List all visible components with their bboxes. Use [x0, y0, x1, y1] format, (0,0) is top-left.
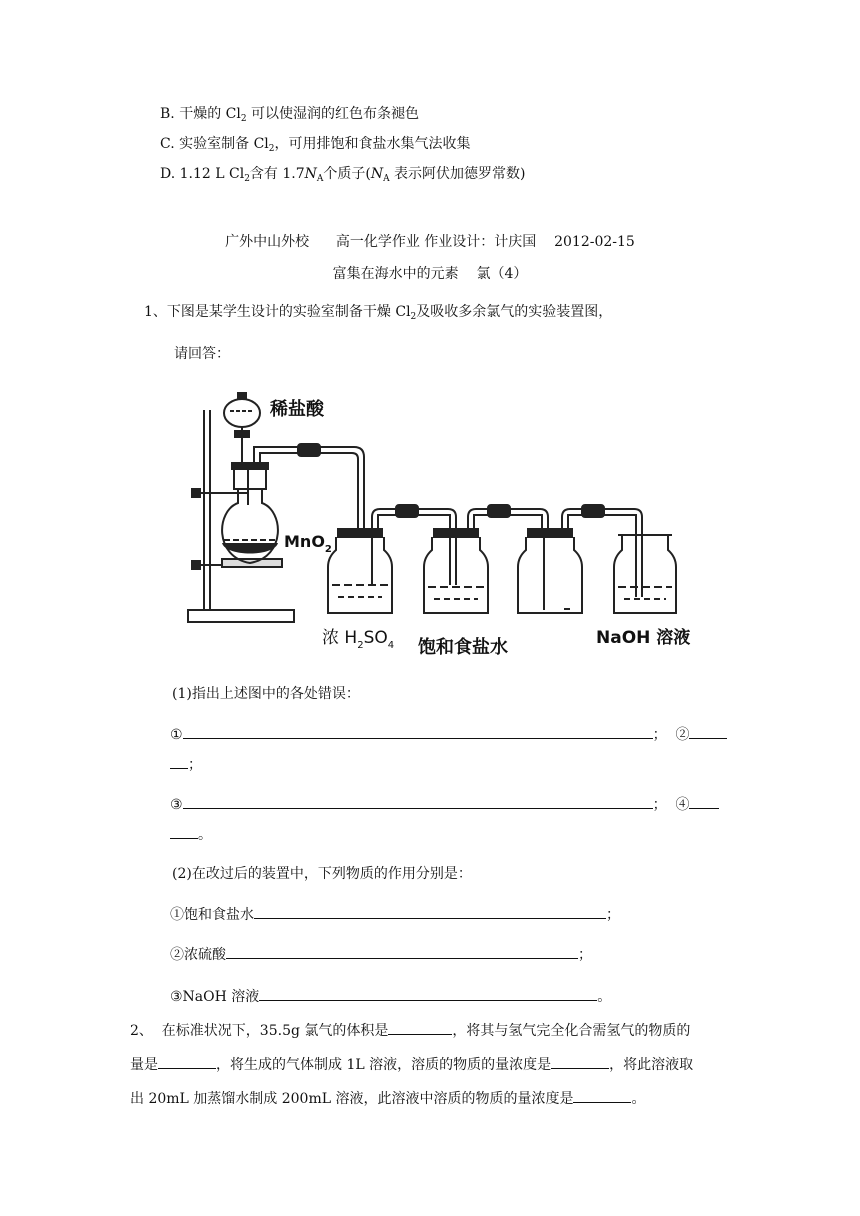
answer-concentration-1[interactable]	[551, 1054, 609, 1069]
answer-concentration-2[interactable]	[573, 1088, 631, 1103]
answer-blank-2a[interactable]	[689, 724, 727, 739]
label-mno2: MnO$_2$	[284, 532, 332, 555]
answer-blank-4a[interactable]	[689, 794, 719, 809]
q1-item-naoh: ③NaOH 溶液 。	[170, 986, 611, 1007]
separatory-funnel	[224, 399, 260, 427]
answer-brine-role[interactable]	[254, 904, 606, 919]
answer-h2-moles[interactable]	[158, 1054, 216, 1069]
label-brine: 饱和食盐水	[418, 637, 508, 658]
answer-naoh-role[interactable]	[259, 986, 597, 1001]
section-title: 富集在海水中的元素 氯（4）	[332, 266, 528, 282]
q1-blank-line-2: ③ ； ④	[170, 794, 719, 815]
q2-line-1: 2、 在标准状况下，35.5g 氯气的体积是 ，将其与氢气完全化合需氢气的物质的	[130, 1020, 690, 1041]
delivery-tube-1	[254, 447, 364, 535]
worksheet-header: 广外中山外校 高一化学作业 作业设计：计庆国 2012-02-15	[225, 234, 635, 250]
q1-item-h2so4: ②浓硫酸 ；	[170, 944, 592, 965]
q1-blank-line-1-cont: ；	[170, 754, 202, 775]
q1-part2: (2)在改过后的装置中，下列物质的作用分别是：	[172, 866, 472, 882]
q1-blank-line-1: ① ； ②	[170, 724, 727, 745]
beaker-naoh	[614, 535, 676, 613]
answer-blank-3[interactable]	[183, 794, 653, 809]
tube-connector	[298, 444, 320, 456]
option-b: B. 干燥的 $Cl_2$ 可以使湿润的红色布条褪色	[160, 106, 420, 124]
q1-part1: (1)指出上述图中的各处错误：	[172, 686, 360, 702]
answer-h2so4-role[interactable]	[226, 944, 578, 959]
label-naoh: NaOH 溶液	[596, 628, 691, 648]
bottle-h2so4	[328, 537, 392, 613]
answer-blank-2b[interactable]	[170, 754, 188, 769]
apparatus-figure	[186, 385, 716, 665]
answer-blank-1[interactable]	[183, 724, 653, 739]
label-h2so4: 浓 $H_2SO_4$	[322, 628, 395, 651]
option-c: C. 实验室制备 $Cl_2$，可用排饱和食盐水集气法收集	[160, 136, 471, 154]
connector-tube-4	[562, 509, 642, 597]
answer-volume[interactable]	[388, 1020, 452, 1035]
bottle-empty	[518, 537, 582, 613]
stand-base	[188, 610, 294, 622]
answer-blank-4b[interactable]	[170, 824, 198, 839]
label-hcl: 稀盐酸	[270, 399, 324, 420]
q2-line-2: 量是 ，将生成的气体制成 1L 溶液，溶质的物质的量浓度是 ，将此溶液取	[130, 1054, 693, 1075]
q1-blank-line-2-cont: 。	[170, 824, 212, 845]
q1-stem: 1、下图是某学生设计的实验室制备干燥 $Cl_2$及吸收多余氯气的实验装置图，	[144, 304, 613, 322]
q1-prompt: 请回答：	[174, 346, 230, 362]
option-d: D. 1.12 L $Cl_2$含有 $1.7N_A$个质子($N_A$ 表示阿伏加德罗常数)	[160, 166, 526, 184]
q1-item-brine: ①饱和食盐水 ；	[170, 904, 620, 925]
q2-line-3: 出 20mL 加蒸馏水制成 200mL 溶液，此溶液中溶质的物质的量浓度是 。	[130, 1088, 645, 1109]
